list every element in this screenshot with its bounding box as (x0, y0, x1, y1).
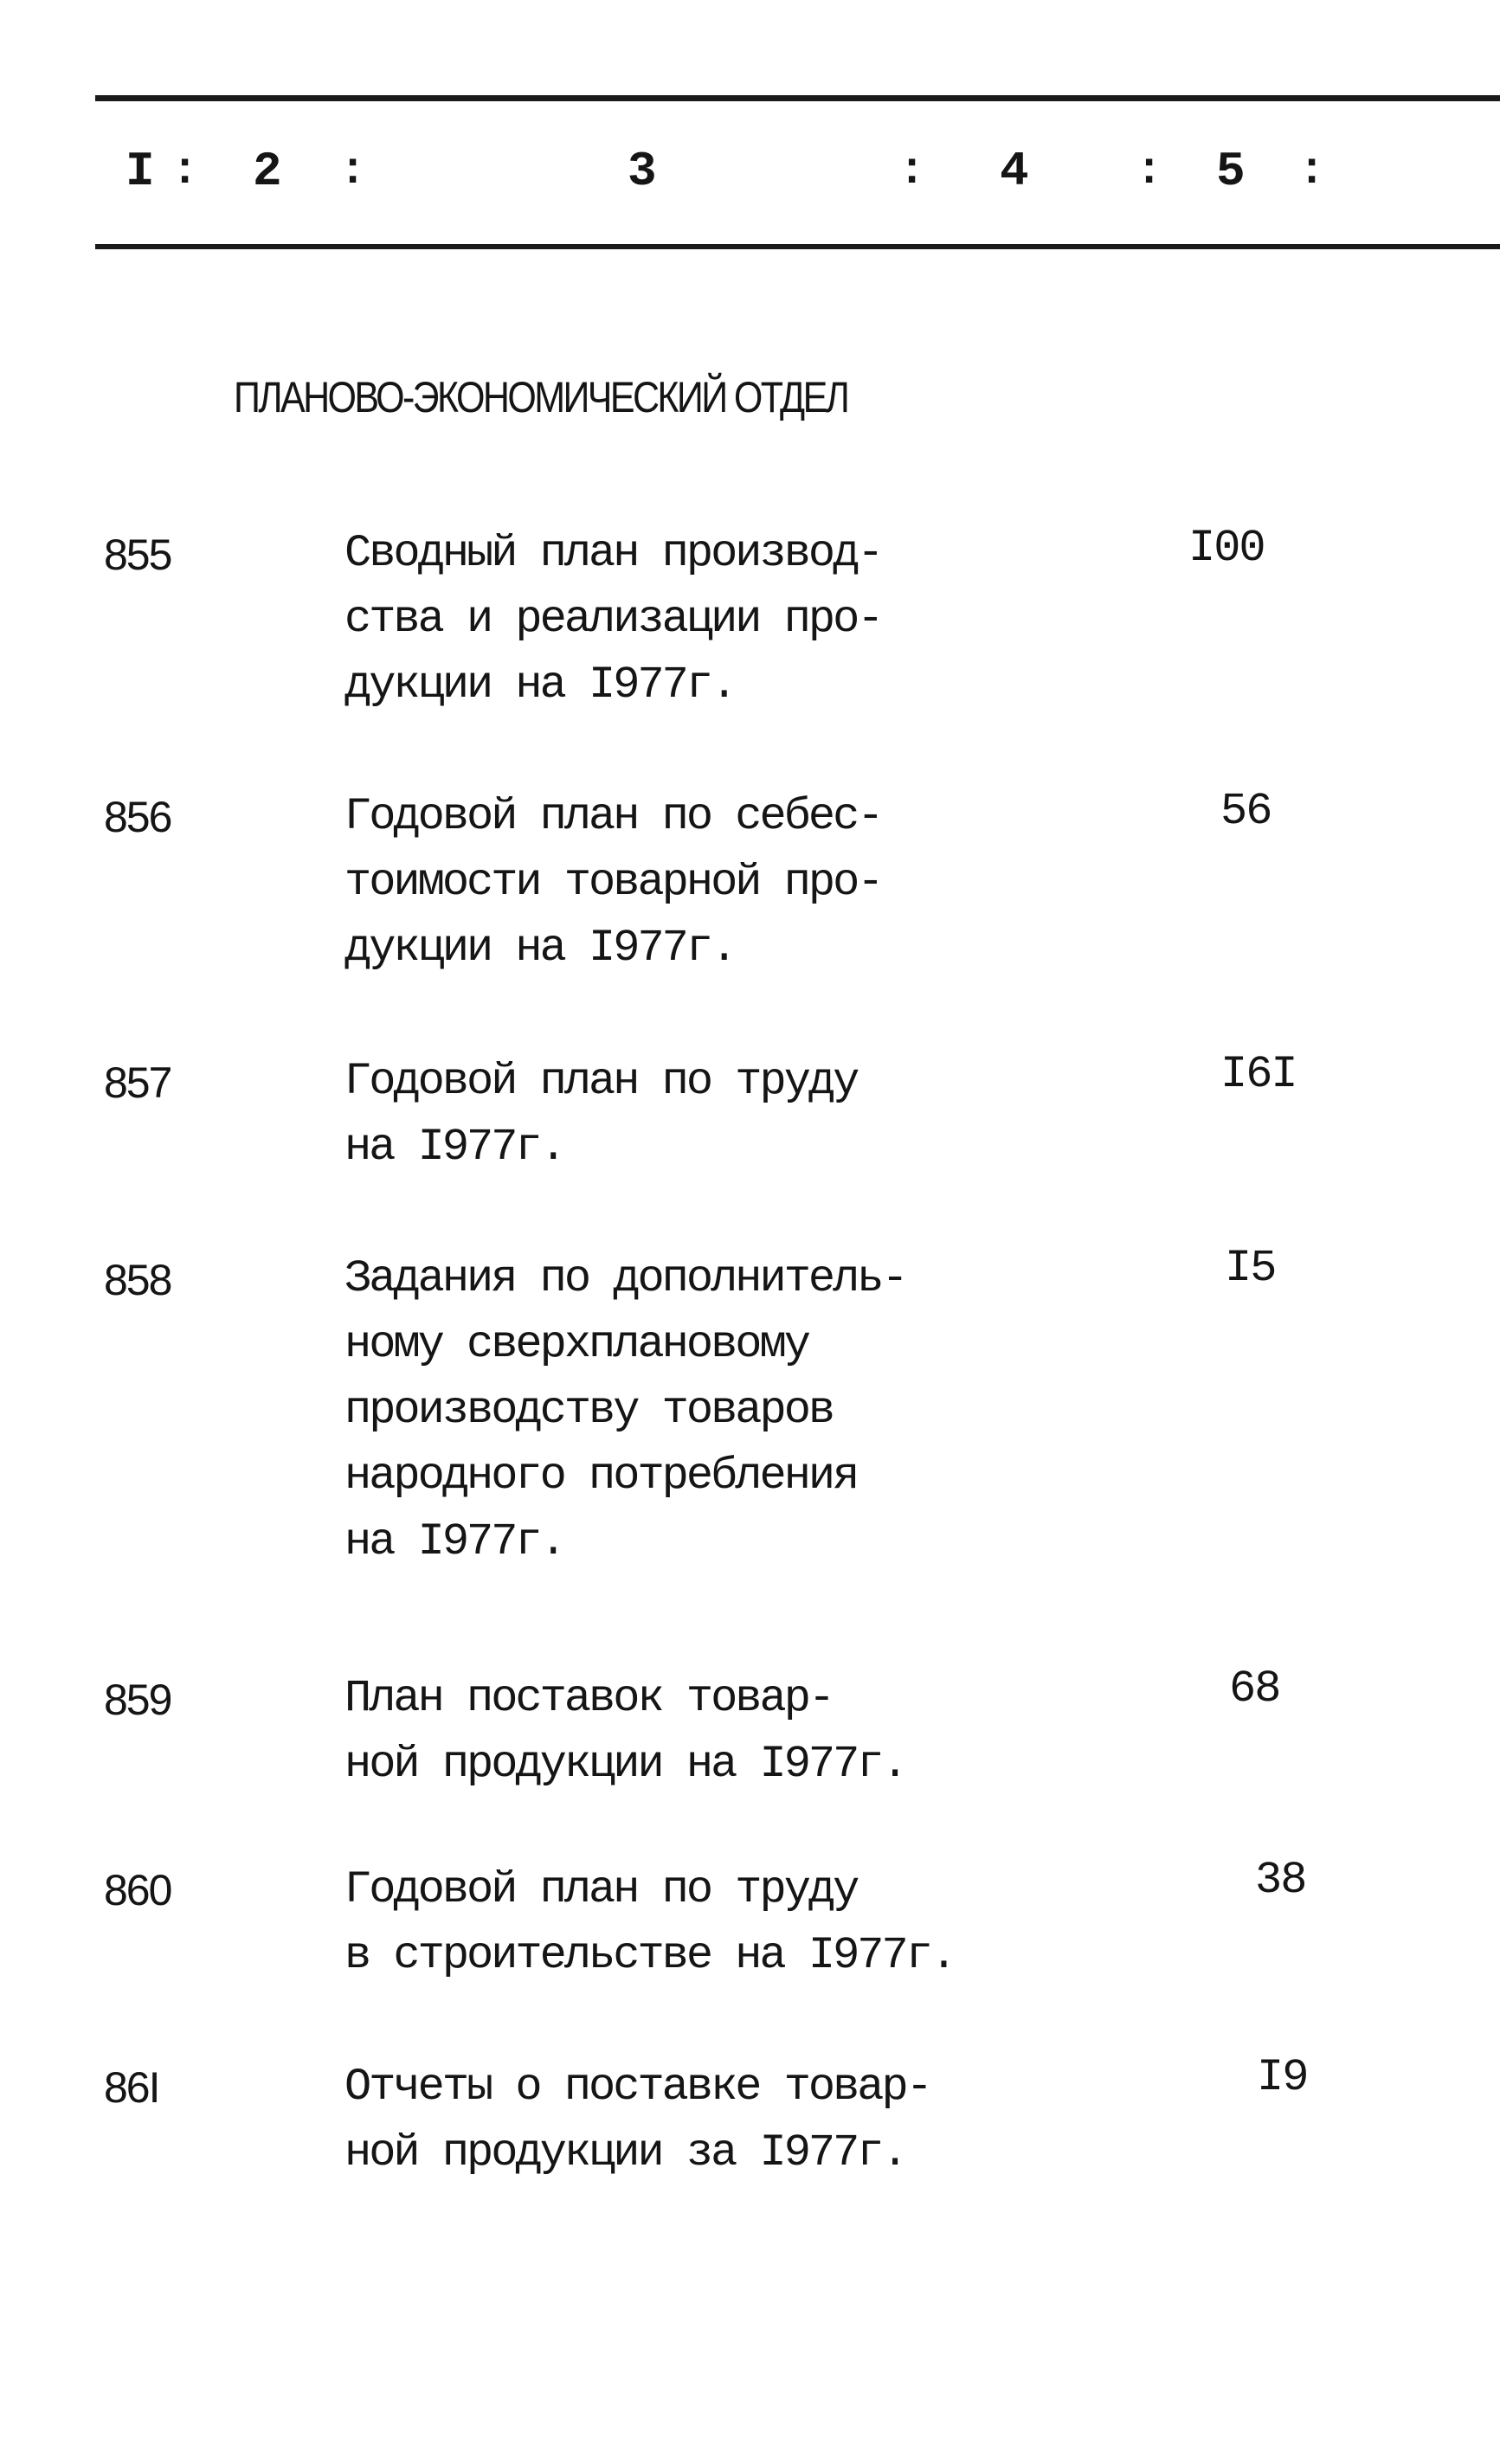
sheet-count: I9 (1257, 2052, 1308, 2103)
description-line: Задания по дополнитель- (344, 1253, 906, 1304)
sheet-count: 38 (1255, 1855, 1306, 1906)
sheet-count: 68 (1229, 1663, 1280, 1715)
description-line: дукции на I977г. (344, 923, 736, 974)
description-line: Сводный план производ- (344, 528, 882, 579)
description-line: дукции на I977г. (344, 659, 736, 711)
column-separator: : (1136, 145, 1163, 196)
entry-number: 857 (104, 1058, 171, 1107)
column-header-5: 5 (1216, 144, 1246, 199)
entry-number: 855 (104, 531, 171, 579)
entry-description (344, 1857, 955, 1989)
entry-number: 856 (104, 793, 171, 841)
column-separator: : (1298, 145, 1326, 196)
header-top-rule (95, 95, 1500, 101)
sheet-count: I6I (1220, 1049, 1297, 1100)
header-bottom-rule (95, 244, 1500, 249)
entry-description (344, 2055, 930, 2186)
sheet-count: 56 (1220, 786, 1271, 837)
entry-description (344, 1246, 906, 1575)
description-line: Годовой план по труду (344, 1056, 858, 1107)
description-line: тоимости товарной про- (344, 857, 882, 908)
description-line: народного потребления (344, 1451, 858, 1502)
column-separator: : (171, 145, 199, 196)
column-header-1: I (126, 144, 155, 199)
entry-number: 859 (104, 1676, 171, 1724)
description-line: на I977г. (344, 1122, 564, 1173)
entry-number: 86I (104, 2063, 159, 2112)
sheet-count: I00 (1188, 523, 1265, 574)
column-header-4: 4 (1000, 144, 1029, 199)
description-line: ной продукции за I977г. (344, 2127, 906, 2178)
description-line: План поставок товар- (344, 1673, 834, 1724)
sheet-count: I5 (1225, 1243, 1276, 1294)
description-line: Годовой план по себес- (344, 791, 882, 842)
column-separator: : (339, 145, 367, 196)
column-header-2: 2 (253, 144, 282, 199)
description-line: ному сверхплановому (344, 1319, 808, 1370)
entry-number: 858 (104, 1256, 171, 1304)
description-line: производству товаров (344, 1385, 834, 1436)
entry-description (344, 1049, 857, 1181)
entry-description (344, 1666, 906, 1798)
section-title: ПЛАНОВО-ЭКОНОМИЧЕСКИЙ ОТДЕЛ (234, 373, 848, 421)
description-line: ства и реализации про- (344, 594, 882, 645)
entry-number: 860 (104, 1866, 171, 1914)
entry-description (344, 521, 882, 718)
column-separator: : (898, 145, 926, 196)
description-line: ной продукции на I977г. (344, 1739, 906, 1790)
description-line: в строительстве на I977г. (344, 1930, 956, 1981)
entry-description (344, 784, 882, 981)
description-line: на I977г. (344, 1516, 564, 1567)
description-line: Отчеты о поставке товар- (344, 2062, 930, 2113)
description-line: Годовой план по труду (344, 1864, 858, 1915)
column-header-3: 3 (628, 144, 657, 199)
